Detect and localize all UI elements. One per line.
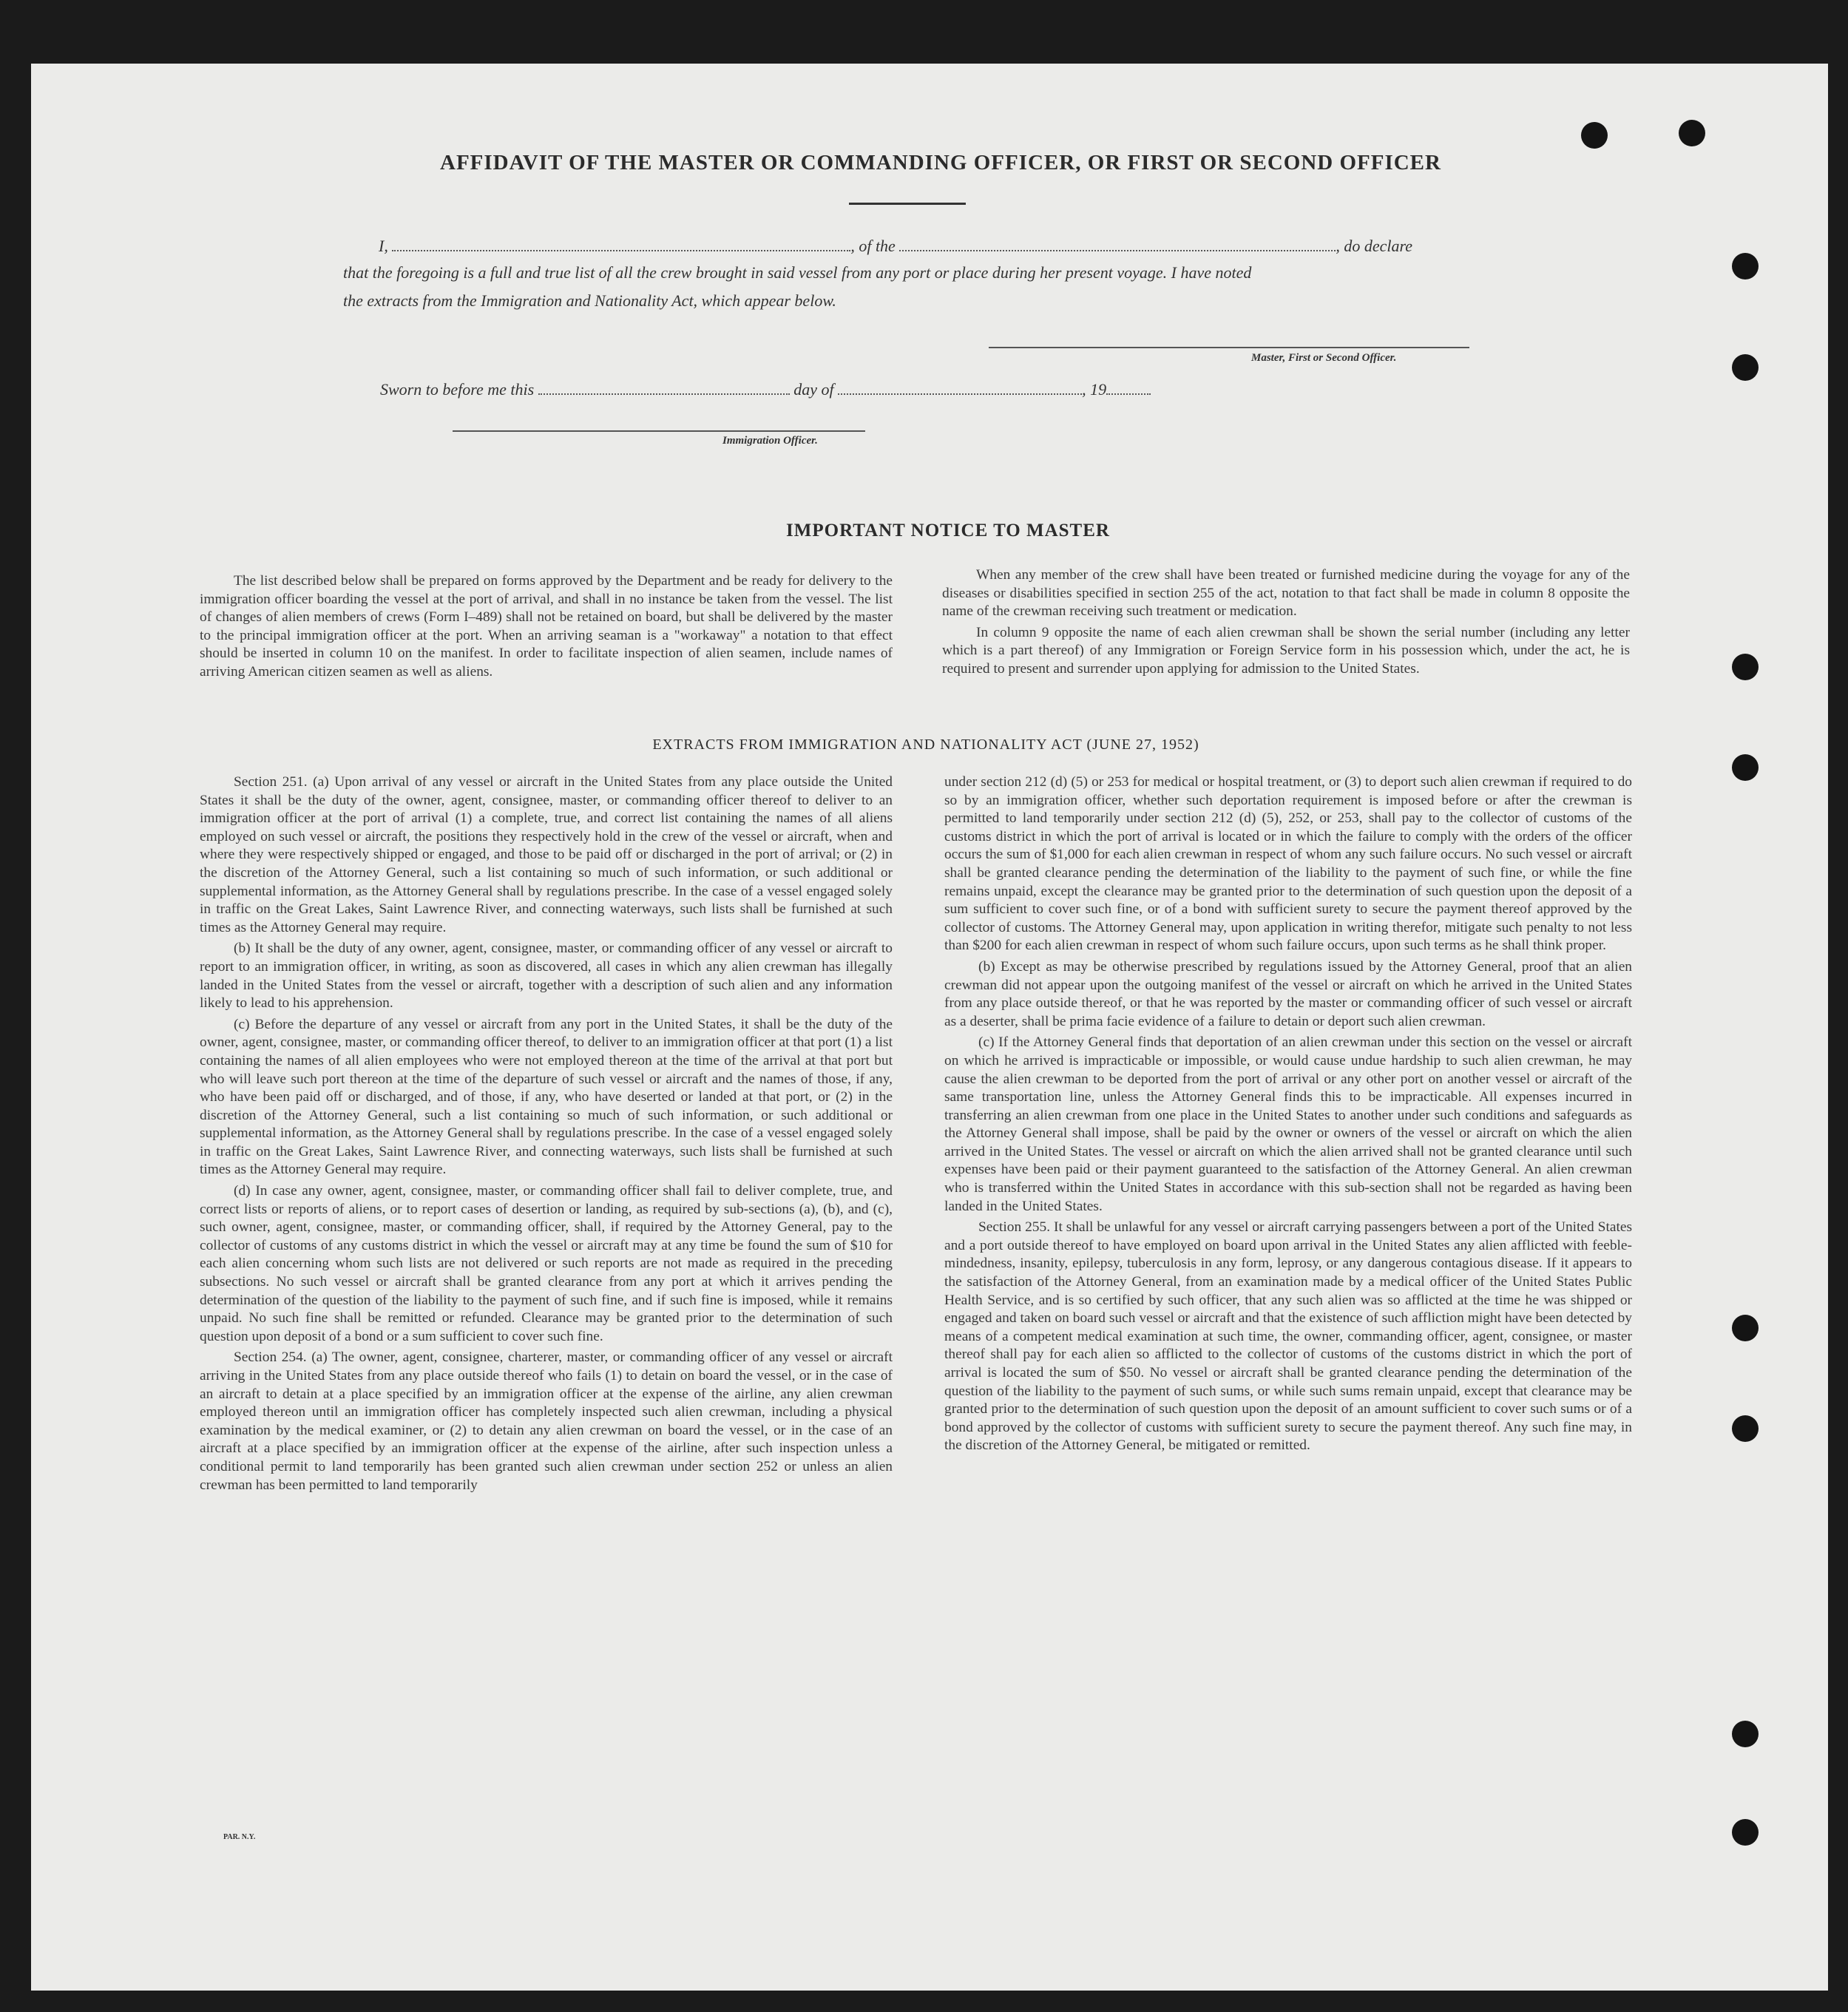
officer-label: Immigration Officer. xyxy=(722,435,818,447)
name-field[interactable] xyxy=(392,245,850,251)
punch-hole xyxy=(1732,1819,1759,1846)
punch-hole xyxy=(1732,754,1759,781)
punch-hole xyxy=(1679,120,1705,146)
notice-title: IMPORTANT NOTICE TO MASTER xyxy=(786,521,1110,541)
month-field[interactable] xyxy=(838,389,1082,395)
extracts-right-column xyxy=(944,773,1632,1458)
section-251a: Section 251. (a) Upon arrival of any vessel or aircraft in the United States from any place outside the United States it shall be the duty of the owner, agent, consignee, master, or commanding officer thereof to deliver to an immigration officer at the port of arrival (1) a complete, true, and correct list containing the names of all aliens employed on such vessel or aircraft, the positions they respectively hold in the crew of the vessel or aircraft, when and where they were respectively shipped or engaged, and those to be paid off or discharged in the port of arrival; or (2) in the discretion of the Attorney General, such a list containing so much of such information, or such additional or supplemental information, as the Attorney General shall by regulations prescribe. In the case of a vessel engaged solely in traffic on the Great Lakes, Saint Lawrence River, and connecting waterways, such lists shall be furnished at such times as the Attorney General may require. xyxy=(200,774,893,935)
section-254a: Section 254. (a) The owner, agent, consignee, charterer, master, or commanding officer of any vessel or aircraft arriving in the United States from any place outside thereof who fails (1) to detain on board the vessel, or in the case of an aircraft to detain at a place specified by an immigration officer at the expense of the airline, any alien crewman employed thereon until an immigration officer has completely inspected such alien crewman, including a physical examination by the medical examiner, or (2) to detain any alien crewman on board the vessel, or in the case of an aircraft at a place specified by an immigration officer at the expense of the airline, after such inspection unless a conditional permit to land temporarily has been granted such alien crewman under section 252 or unless an alien crewman has been permitted to land temporarily xyxy=(200,1349,893,1493)
notice-right-paragraph-2: In column 9 opposite the name of each alien crewman shall be shown the serial number (including any letter which is a part thereof) of any Immigration or Foreign Service form in his possession which, under the act, he is required to present and surrender upon applying for admission to the United States. xyxy=(942,624,1630,677)
of-the-label: , of the xyxy=(850,237,896,255)
section-254a-continued: under section 212 (d) (5) or 253 for medical or hospital treatment, or (3) to deport such alien crewman if required to do so by an immigration officer, whether such deportation requirement is imposed before or after the crewman is permitted to land temporarily under section 212 (d) (5), 252, or 253, shall pay to the collector of customs of the customs district in which the port of arrival is located or in which the failure to comply with the orders of the officer occurs the sum of $1,000 for each alien crewman in respect of whom any such failure occurs. No such vessel or aircraft shall be granted clearance pending the determination of the liability to the payment of such fine, or while the fine remains unpaid, except the clearance may be granted prior to the determination of such question upon the deposit of a sum sufficient to cover such fine, or of a bond with sufficient surety to secure the payment thereof approved by the collector of customs. The Attorney General may, upon application in writing therefor, mitigate such penalty to not less than $200 for each alien crewman in respect of whom such failure occurs, upon such terms as he shall think proper. xyxy=(944,774,1632,954)
declaration-line: that the foregoing is a full and true list of all the crew brought in said vessel from any port or place during her present voyage. I have noted xyxy=(343,263,1252,282)
printer-mark: PAR. N.Y. xyxy=(223,1833,256,1841)
master-signature-line[interactable] xyxy=(989,347,1469,348)
punch-hole xyxy=(1732,654,1759,680)
section-254b: (b) Except as may be otherwise prescribed by regulations issued by the Attorney General, proof that an alien crewman did not appear upon the outgoing manifest of the vessel or aircraft on which he arrived in the United States from any place outside thereof, or that he was reported by the master or commanding officer of such vessel or aircraft as a deserter, shall be prima facie evidence of a failure to detain or deport such alien crewman. xyxy=(944,958,1632,1029)
punch-hole xyxy=(1732,354,1759,381)
section-251d: (d) In case any owner, agent, consignee, master, or commanding officer shall fail to deliver complete, true, and correct lists or reports of aliens, or to report cases of desertion or landing, as required by sub-sections (a), (b), and (c), such owner, agent, consignee, master, or commanding officer, shall, if required by the Attorney General, pay to the collector of customs of any customs district in which the vessel or aircraft may at any time be found the sum of $10 for each alien concerning whom such lists are not delivered or such reports are not made as required in the preceding subsections. No such vessel or aircraft shall be granted clearance from any port at which it arrives pending the determination of the question of the liability to the payment of such fine, and if such fine is imposed, while it remains unpaid. No such fine shall be remitted or refunded. Clearance may be granted prior to the determination of such question upon deposit of a bond or a sum sufficient to cover such fine. xyxy=(200,1183,893,1344)
section-254c: (c) If the Attorney General finds that deportation of an alien crewman under this section on the vessel or aircraft on which he arrived is impracticable or impossible, or would cause undue hardship to such alien crewman, he may cause the alien crewman to be deported from the port of arrival or any other port on another vessel or aircraft of the same transportation line, unless the Attorney General finds this to be impracticable. All expenses incurred in transferring an alien crewman from one place in the United States to another under such conditions and safeguards as the Attorney General shall impose, shall be paid by the owner or owners of the vessel or aircraft on which the alien arrived in the United States. The vessel or aircraft on which the alien arrived shall not be granted clearance until such expenses have been paid or their payment guaranteed to the satisfaction of the Attorney General. An alien crewman who is transferred within the United States in accordance with this sub-section shall not be regarded as having been landed in the United States. xyxy=(944,1034,1632,1214)
document-page xyxy=(31,64,1828,1991)
officer-signature-line[interactable] xyxy=(453,430,865,432)
year-field[interactable] xyxy=(1106,389,1151,395)
punch-hole xyxy=(1732,253,1759,280)
master-label: Master, First or Second Officer. xyxy=(1251,352,1397,364)
year-prefix: , 19 xyxy=(1082,380,1107,399)
section-251b: (b) It shall be the duty of any owner, agent, consignee, master, or commanding officer of any vessel or aircraft to report to an immigration officer, in writing, as soon as discovered, all cases in which any alien crewman has illegally landed in the United States from the vessel or aircraft, together with a description of such alien and any information likely to lead to his apprehension. xyxy=(200,941,893,1012)
i-label: I, xyxy=(379,237,388,255)
declaration-line-2: the extracts from the Immigration and Nationality Act, which appear below. xyxy=(343,291,836,310)
punch-hole xyxy=(1732,1415,1759,1442)
section-251c: (c) Before the departure of any vessel or aircraft from any port in the United States, it shall be the duty of the owner, agent, consignee, master, or commanding officer thereof, to deliver to an immigration officer at that port (1) a list containing the names of all alien employees who were not employed thereon at the time of the arrival at that port but who will leave such port thereon at the time of the departure of such vessel or aircraft and the names of those, if any, who have been paid off or discharged, and of those, if any, who have deserted or landed at that port, or (2) in the discretion of the Attorney General, such a list containing so much of such information, or such additional or supplemental information, as the Attorney General shall by regulations prescribe. In the case of a vessel engaged solely in traffic on the Great Lakes, Saint Lawrence River, and connecting waterways, such lists shall be furnished at such times as the Attorney General may require. xyxy=(200,1016,893,1178)
affidavit-title: AFFIDAVIT OF THE MASTER OR COMMANDING OFFICER, OR FIRST OR SECOND OFFICER xyxy=(440,151,1441,175)
do-declare-label: , do declare xyxy=(1336,237,1412,255)
punch-hole xyxy=(1581,122,1608,149)
section-255: Section 255. It shall be unlawful for any vessel or aircraft carrying passengers between a port of the United States and a port outside thereof to have employed on board upon arrival in the United States any alien afflicted with feeble-mindedness, insanity, epilepsy, tuberculosis in any form, leprosy, or any dangerous contagious disease. If it appears to the satisfaction of the Attorney General, from an examination made by a medical officer of the United States Public Health Service, and is so certified by such officer, that any such alien was so afflicted at the time he was shipped or engaged and taken on board such vessel or aircraft and that the existence of such affliction might have been detected by means of a competent medical examination at such time, the owner, commanding officer, agent, consignee, or master thereof shall pay for each alien so afflicted to the collector of customs of the customs district in which the port of arrival is located the sum of $50. No vessel or aircraft shall be granted clearance pending the determination of the question of the liability to the payment of such sums, or while such sums remain unpaid, except that clearance may be granted prior to the determination of such question upon the deposit of an amount sufficient to cover such sums or of a bond approved by the collector of customs with sufficient surety to secure the payment thereof. Any such fine may, in the discretion of the Attorney General, be mitigated or remitted. xyxy=(944,1219,1632,1454)
punch-hole xyxy=(1732,1315,1759,1341)
extracts-title: EXTRACTS FROM IMMIGRATION AND NATIONALITY ACT (JUNE 27, 1952) xyxy=(652,736,1199,753)
day-of-label: day of xyxy=(793,380,834,399)
sworn-line xyxy=(380,380,1151,399)
sworn-date-field[interactable] xyxy=(538,389,790,395)
title-underline xyxy=(849,203,966,205)
notice-right-paragraph-1: When any member of the crew shall have been treated or furnished medicine during the voyage for any of the diseases or disabilities specified in section 255 of the act, notation to that fact shall be made in column 8 opposite the name of the crewman receiving such treatment or medication. xyxy=(942,567,1630,620)
punch-hole xyxy=(1732,1721,1759,1747)
notice-right-column xyxy=(942,566,1630,682)
sworn-label: Sworn to before me this xyxy=(380,380,535,399)
extracts-left-column xyxy=(200,773,893,1497)
notice-left-column xyxy=(200,572,893,685)
notice-left-paragraph: The list described below shall be prepared on forms approved by the Department and be ready for delivery to the immigration officer boarding the vessel at the port of arrival, and shall in no instance be taken from the vessel. The list of changes of alien members of crews (Form I–489) shall not be retained on board, but shall be delivered by the master to the principal immigration officer at the port. When an arriving seaman is a "workaway" a notation to that effect should be inserted in column 10 on the manifest. In order to facilitate inspection of alien seamen, include names of arriving American citizen seamen as well as aliens. xyxy=(200,573,893,680)
vessel-field[interactable] xyxy=(899,245,1336,251)
declarant-line xyxy=(379,237,1412,256)
